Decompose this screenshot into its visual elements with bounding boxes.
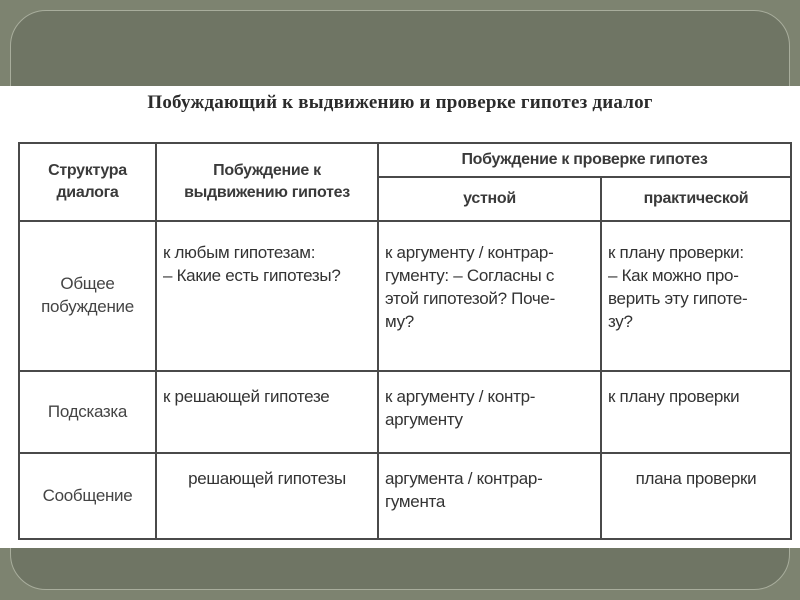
header-practical: практической <box>601 177 791 221</box>
table-row <box>19 221 791 371</box>
row-label: Подсказка <box>19 371 156 453</box>
header-propose: Побуждение к выдвижению гипотез <box>156 143 378 221</box>
cell-oral: к аргументу / контрар- гументу: – Согласны с этой гипотезой? Поче- му? <box>378 221 601 371</box>
cell-practical: к плану проверки: – Как можно про- верить эту гипоте- зу? <box>601 221 791 371</box>
dialogue-table <box>18 142 792 540</box>
cell-practical: к плану проверки <box>601 371 791 453</box>
table-row <box>19 371 791 453</box>
header-check: Побуждение к проверке гипотез <box>378 143 791 177</box>
cell-propose: решающей гипотезы <box>156 453 378 539</box>
header-oral: устной <box>378 177 601 221</box>
cell-propose: к любым гипотезам: – Какие есть гипотезы? <box>156 221 378 371</box>
cell-practical: плана проверки <box>601 453 791 539</box>
cell-oral: аргумента / контрар- гумента <box>378 453 601 539</box>
table-row <box>19 453 791 539</box>
slide-title: Побуждающий к выдвижению и проверке гипотез диалог <box>147 92 653 113</box>
header-structure: Структура диалога <box>19 143 156 221</box>
row-label: Сообщение <box>19 453 156 539</box>
cell-oral: к аргументу / контр- аргументу <box>378 371 601 453</box>
cell-propose: к решающей гипотезе <box>156 371 378 453</box>
row-label: Общее побуждение <box>19 221 156 371</box>
